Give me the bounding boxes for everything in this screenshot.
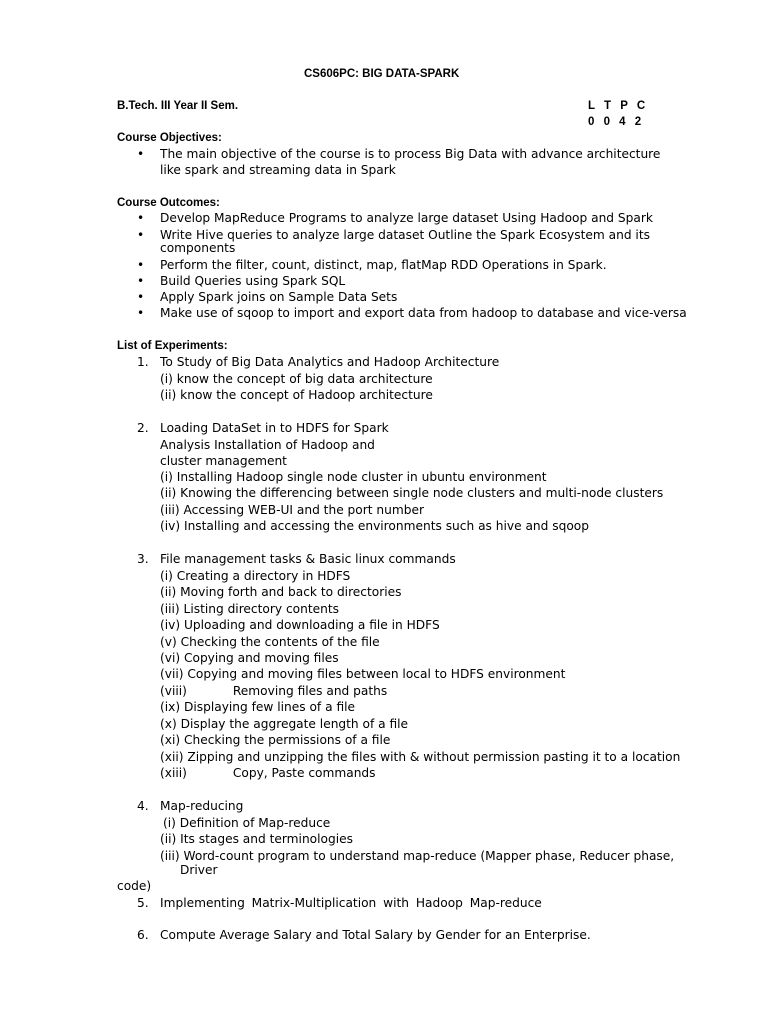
list-item: Develop MapReduce Programs to analyze large dataset Using Hadoop and Spark <box>160 211 653 225</box>
experiment-title: To Study of Big Data Analytics and Hadoop Architecture <box>160 355 500 369</box>
experiment-subitem: (v) Checking the contents of the file <box>160 635 380 649</box>
outcomes-heading: Course Outcomes: <box>117 197 220 209</box>
experiment-subitem: (i) Definition of Map-reduce <box>163 816 331 830</box>
bullet-icon: • <box>137 290 145 304</box>
experiment-subitem: (iii) Word-count program to understand map-reduce (Mapper phase, Reducer phase, <box>160 849 675 863</box>
experiment-subitem: (xi) Checking the permissions of a file <box>160 733 391 747</box>
experiment-subitem <box>160 683 387 700</box>
experiment-subitem-cont: Driver <box>180 863 218 877</box>
course-title: CS606PC: BIG DATA-SPARK <box>304 68 460 80</box>
experiment-subitem: (i) Installing Hadoop single node cluster in ubuntu environment <box>160 470 547 484</box>
semester-label: B.Tech. III Year II Sem. <box>117 100 239 112</box>
experiment-subitem: (xii) Zipping and unzipping the files with & without permission pasting it to a location <box>160 750 681 764</box>
list-item: The main objective of the course is to process Big Data with advance architecture <box>160 147 661 161</box>
experiment-number: 3. <box>137 552 149 566</box>
bullet-icon: • <box>137 228 145 242</box>
subitem-text: Copy, Paste commands <box>232 766 376 780</box>
experiment-number: 4. <box>137 799 149 813</box>
bullet-icon: • <box>137 306 145 320</box>
experiment-subitem: (vi) Copying and moving files <box>160 651 339 665</box>
experiment-title: File management tasks & Basic linux commands <box>160 552 456 566</box>
list-item: Build Queries using Spark SQL <box>160 274 346 288</box>
experiment-subitem <box>160 765 376 782</box>
experiment-subitem: (ii) Moving forth and back to directories <box>160 585 402 599</box>
subitem-number: (xiii) <box>160 766 187 780</box>
experiment-subitem: (x) Display the aggregate length of a file <box>160 717 409 731</box>
objectives-heading: Course Objectives: <box>117 132 222 144</box>
experiment-subitem: (ii) Its stages and terminologies <box>160 832 353 846</box>
bullet-icon: • <box>137 147 145 161</box>
experiment-subitem: (i) know the concept of big data architecture <box>160 372 433 386</box>
bullet-icon: • <box>137 258 145 272</box>
experiment-subitem: (iii) Listing directory contents <box>160 602 339 616</box>
experiment-subitem: (ii) Knowing the differencing between single node clusters and multi-node clusters <box>160 486 664 500</box>
subitem-number: (viii) <box>160 684 187 698</box>
experiment-title: Implementing Matrix-Multiplication with Hadoop Map-reduce <box>160 896 542 910</box>
list-item: Apply Spark joins on Sample Data Sets <box>160 290 398 304</box>
experiment-number: 5. <box>137 896 149 910</box>
list-item: Write Hive queries to analyze large dataset Outline the Spark Ecosystem and its <box>160 228 650 242</box>
ltpc-values: 0 0 4 2 <box>588 116 642 128</box>
experiment-subitem: (ii) know the concept of Hadoop architecture <box>160 388 433 402</box>
list-item: Make use of sqoop to import and export data from hadoop to database and vice-versa <box>160 306 687 320</box>
experiment-title: Map-reducing <box>160 799 244 813</box>
bullet-icon: • <box>137 274 145 288</box>
experiment-subitem-cont: code) <box>117 879 152 893</box>
list-item-cont: like spark and streaming data in Spark <box>160 163 396 177</box>
list-item-cont: components <box>160 241 236 255</box>
experiment-title: Compute Average Salary and Total Salary by Gender for an Enterprise. <box>160 928 591 942</box>
experiment-subitem: (iv) Uploading and downloading a file in HDFS <box>160 618 440 632</box>
experiment-subitem: (i) Creating a directory in HDFS <box>160 569 351 583</box>
subitem-text: Removing files and paths <box>232 684 388 698</box>
experiment-subitem: (vii) Copying and moving files between local to HDFS environment <box>160 667 566 681</box>
experiment-title: Loading DataSet in to HDFS for Spark <box>160 421 389 435</box>
ltpc-header: L T P C <box>588 100 646 112</box>
experiment-title-cont: cluster management <box>160 454 287 468</box>
experiment-subitem: (iii) Accessing WEB-UI and the port number <box>160 503 424 517</box>
experiments-heading: List of Experiments: <box>117 340 228 352</box>
experiment-title-cont: Analysis Installation of Hadoop and <box>160 438 375 452</box>
experiment-subitem: (iv) Installing and accessing the environments such as hive and sqoop <box>160 519 589 533</box>
experiment-number: 1. <box>137 355 149 369</box>
list-item: Perform the filter, count, distinct, map, flatMap RDD Operations in Spark. <box>160 258 607 272</box>
experiment-number: 2. <box>137 421 149 435</box>
experiment-number: 6. <box>137 928 149 942</box>
experiment-subitem: (ix) Displaying few lines of a file <box>160 700 355 714</box>
bullet-icon: • <box>137 211 145 225</box>
